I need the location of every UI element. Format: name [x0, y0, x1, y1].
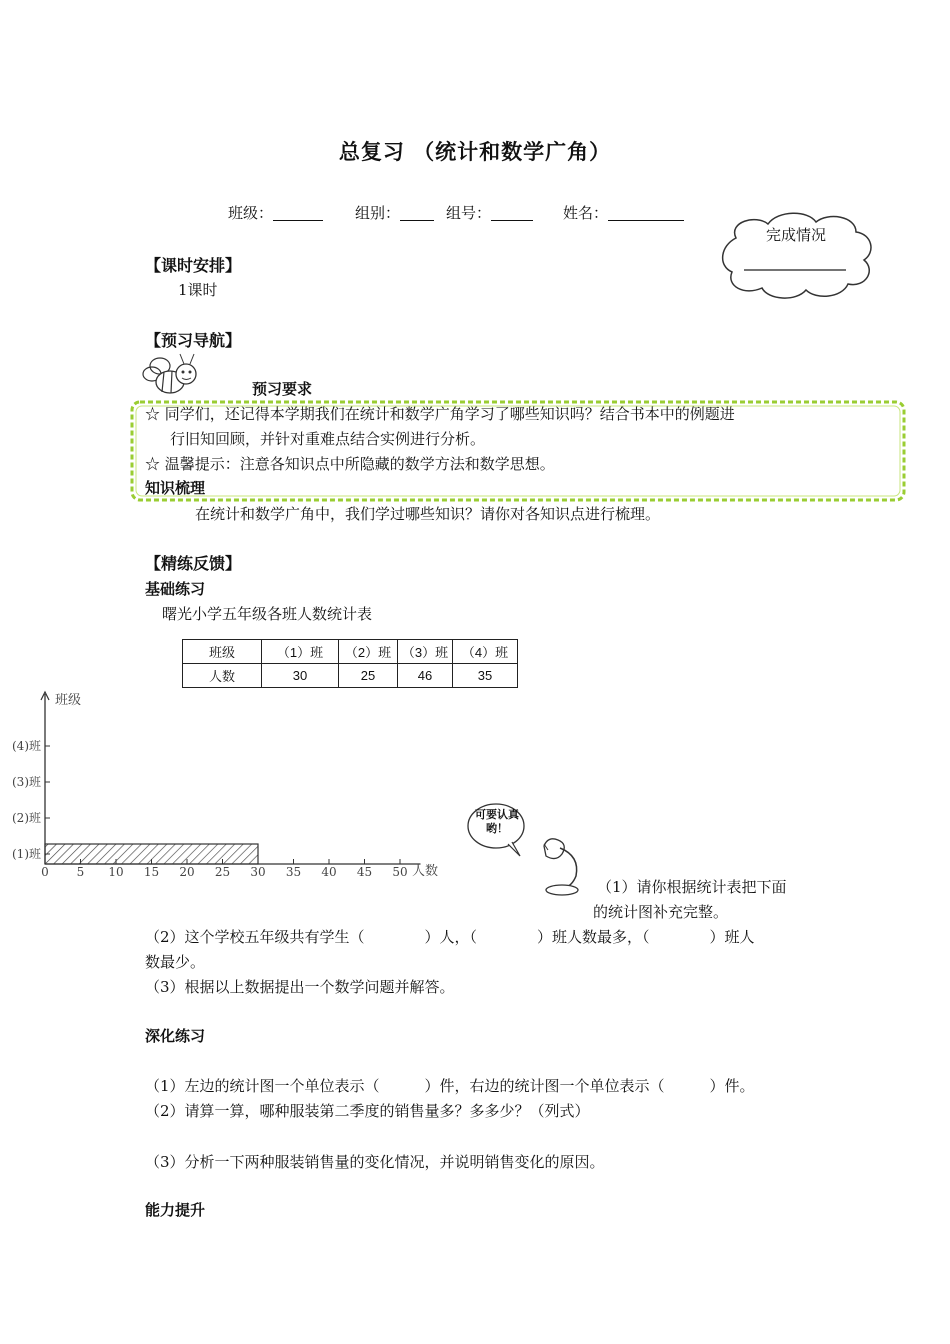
- class-label: 班级：: [228, 204, 274, 222]
- x-tick-label: 15: [143, 865, 160, 879]
- q2-line2: 数最少。: [145, 953, 206, 971]
- x-tick-label: 35: [285, 865, 302, 879]
- table-row: [183, 664, 518, 688]
- stat-table: [182, 639, 518, 688]
- schedule-heading: 【课时安排】: [145, 256, 242, 275]
- group-no-blank[interactable]: [491, 206, 533, 221]
- table-cell: 35: [453, 664, 518, 688]
- table-cell: 46: [398, 664, 453, 688]
- y-tick-label: (4)班: [12, 739, 41, 753]
- x-tick-label: 0: [41, 865, 49, 879]
- bee-icon: [138, 350, 204, 402]
- q1-line1: （1）请你根据统计表把下面: [597, 878, 787, 896]
- basic-heading: 基础练习: [145, 580, 206, 598]
- x-tick-label: 25: [214, 865, 231, 879]
- y-tick-label: (2)班: [12, 811, 41, 825]
- table-cell: 30: [262, 664, 339, 688]
- x-tick-label: 20: [179, 865, 195, 879]
- table-row: [183, 640, 518, 664]
- class-bar-chart[interactable]: [0, 688, 480, 910]
- preview-item1-line2: 行旧知回顾，并针对重难点结合实例进行分析。: [170, 430, 486, 448]
- x-tick-label: 40: [321, 865, 337, 879]
- x-tick-label: 50: [392, 865, 408, 879]
- group-field[interactable]: [355, 202, 434, 223]
- q3: （3）根据以上数据提出一个数学问题并解答。: [145, 978, 455, 996]
- bar: [45, 844, 258, 864]
- preview-heading: 【预习导航】: [145, 331, 242, 350]
- x-tick-label: 10: [108, 865, 124, 879]
- x-axis-label: 人数: [412, 864, 439, 879]
- group-blank[interactable]: [400, 206, 434, 221]
- preview-item1-line1: ☆ 同学们，还记得本学期我们在统计和数学广角学习了哪些知识吗？结合书本中的例题进: [145, 405, 735, 423]
- knowledge-heading: 知识梳理: [145, 479, 206, 497]
- q1-line2: 的统计图补充完整。: [593, 903, 729, 921]
- preview-item2: ☆ 温馨提示：注意各知识点中所隐藏的数学方法和数学思想。: [145, 455, 555, 473]
- table-cell: （2）班: [339, 640, 398, 664]
- class-blank[interactable]: [273, 206, 323, 221]
- group-no-field[interactable]: [446, 202, 533, 223]
- schedule-text: 1课时: [178, 281, 218, 299]
- q2-line1: （2）这个学校五年级共有学生（ ）人，（ ）班人数最多，（ ）班人: [145, 928, 755, 946]
- table-header-count: 人数: [183, 664, 262, 688]
- speech-text: 可要认真哟！: [475, 808, 519, 835]
- table-cell: （1）班: [262, 640, 339, 664]
- practice-heading: 【精练反馈】: [145, 554, 242, 573]
- ability-heading: 能力提升: [145, 1201, 206, 1219]
- table-cell: （3）班: [398, 640, 453, 664]
- y-tick-label: (1)班: [12, 847, 41, 861]
- group-no-label: 组号：: [446, 204, 492, 222]
- completion-cloud-icon: [716, 208, 876, 302]
- deep-q3: （3）分析一下两种服装销售量的变化情况，并说明销售变化的原因。: [145, 1153, 605, 1171]
- page-title: 总复习 （统计和数学广角）: [338, 139, 612, 164]
- x-tick-label: 30: [250, 865, 266, 879]
- y-axis-label: 班级: [55, 693, 82, 708]
- x-tick-label: 45: [356, 865, 373, 879]
- completion-label: 完成情况: [765, 227, 826, 244]
- deep-heading: 深化练习: [145, 1027, 206, 1045]
- y-tick-label: (3)班: [12, 775, 41, 789]
- deep-q2: （2）请算一算，哪种服装第二季度的销售量多？多多少？（列式）: [145, 1102, 590, 1120]
- table-cell: （4）班: [453, 640, 518, 664]
- x-tick-label: 5: [76, 865, 85, 879]
- preview-req-title: 预习要求: [252, 380, 313, 398]
- name-label: 姓名：: [563, 204, 609, 222]
- knowledge-text: 在统计和数学广角中，我们学过哪些知识？请你对各知识点进行梳理。: [195, 505, 661, 523]
- name-field[interactable]: [563, 202, 684, 223]
- table-caption: 曙光小学五年级各班人数统计表: [162, 605, 373, 623]
- table-header-class: 班级: [183, 640, 262, 664]
- group-label: 组别：: [355, 204, 401, 222]
- deep-q1: （1）左边的统计图一个单位表示（ ）件，右边的统计图一个单位表示（ ）件。: [145, 1077, 755, 1095]
- table-cell: 25: [339, 664, 398, 688]
- class-field[interactable]: [228, 202, 323, 223]
- name-blank[interactable]: [608, 206, 684, 221]
